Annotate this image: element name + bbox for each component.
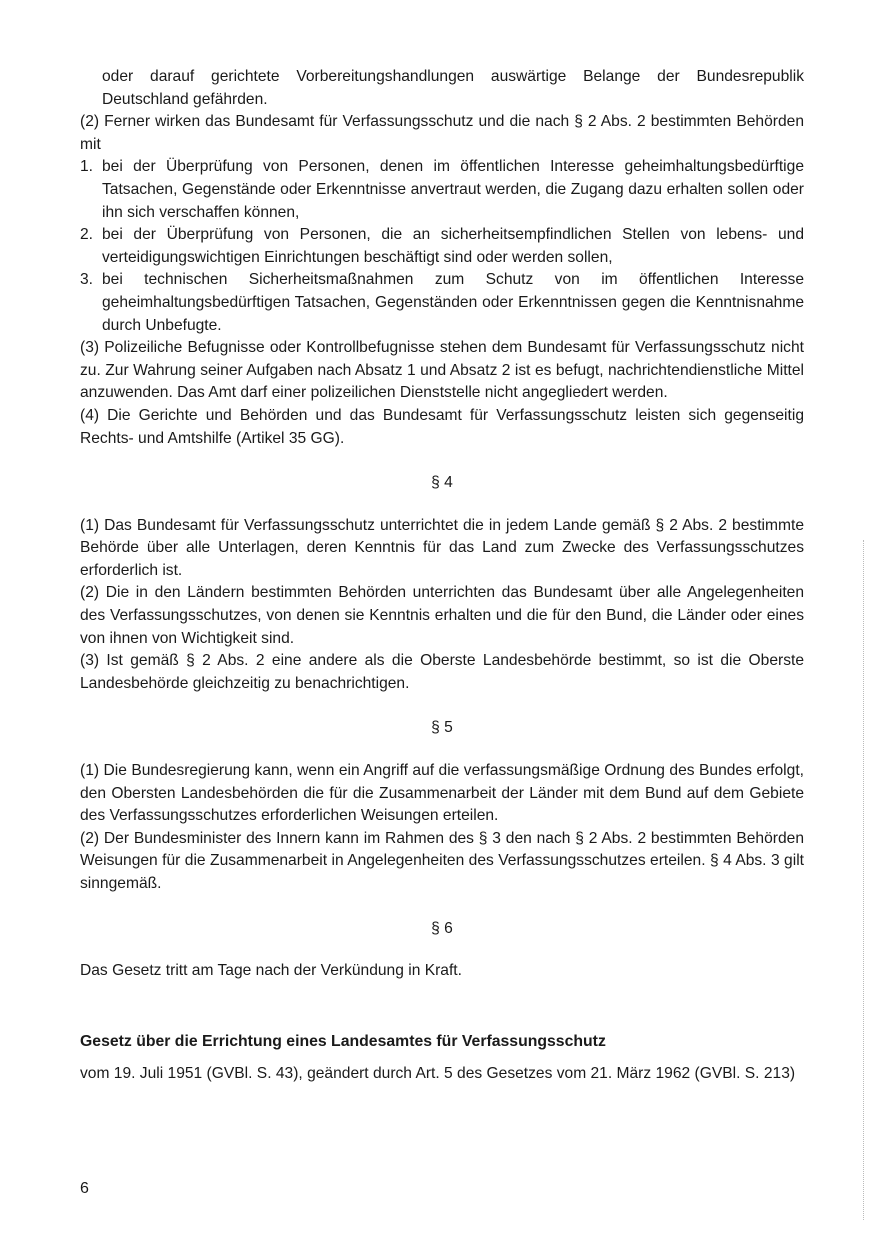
list-item-text: bei der Überprüfung von Personen, denen im öffentlichen Interesse geheimhaltungsbedürftige Tatsachen, Gegenstände oder Erkenntnisse anvertraut werden, die Zugang dazu erhalten sollen oder ihn sich verschaffen können, (102, 158, 804, 221)
section4-heading: § 4 (431, 474, 453, 492)
section4-paragraph1: (1) Das Bundesamt für Verfassungsschutz unterrichtet die in jedem Lande gemäß § 2 Abs. 2 bestimmte Behörde über alle Unterlagen, deren Kenntnis für das Land zum Zwecke des Verfassungsschutzes erforderlich ist. (80, 516, 804, 579)
section4-paragraph2: (2) Die in den Ländern bestimmten Behörden unterrichten das Bundesamt über alle Angelegenheiten des Verfassungsschutzes, von denen sie Kenntnis erhalten und die für den Bund, die Länder oder eines von ihnen von Wichtigkeit sind. (80, 584, 804, 647)
list-item-text: bei der Überprüfung von Personen, die an sicherheitsempfindlichen Stellen von lebens- und verteidigungswichtigen Einrichtungen beschäftigt sind oder werden sollen, (102, 226, 804, 266)
section5-heading: § 5 (431, 719, 453, 737)
section6-heading: § 6 (431, 919, 453, 937)
intro-continuation: oder darauf gerichtete Vorbereitungshandlungen auswärtige Belange der Bundesrepublik Deutschland gefährden. (102, 68, 804, 108)
list-item-number: 2. (80, 226, 94, 244)
list-item-number: 1. (80, 158, 94, 176)
law-subtitle: vom 19. Juli 1951 (GVBl. S. 43), geändert durch Art. 5 des Gesetzes vom 21. März 1962 (GVBl. S. 213) (80, 1065, 796, 1083)
law-title: Gesetz über die Errichtung eines Landesamtes für Verfassungsschutz (80, 1032, 606, 1050)
section3-paragraph2-intro: (2) Ferner wirken das Bundesamt für Verfassungsschutz und die nach § 2 Abs. 2 bestimmten Behörden mit (80, 113, 804, 153)
section3-paragraph4: (4) Die Gerichte und Behörden und das Bundesamt für Verfassungsschutz leisten sich gegenseitig Rechts- und Amtshilfe (Artikel 35 GG). (80, 406, 804, 447)
section6-paragraph1: Das Gesetz tritt am Tage nach der Verkündung in Kraft. (80, 962, 462, 980)
scan-edge-mark (862, 540, 864, 1220)
page-number: 6 (80, 1180, 89, 1197)
section5-paragraph1: (1) Die Bundesregierung kann, wenn ein Angriff auf die verfassungsmäßige Ordnung des Bundes erfolgt, den Obersten Landesbehörden die für die Zusammenarbeit der Länder mit dem Bund auf dem Gebiete des Verfassungsschutzes erforderlichen Weisungen erteilen. (80, 762, 804, 825)
section5-paragraph2: (2) Der Bundesminister des Innern kann im Rahmen des § 3 den nach § 2 Abs. 2 bestimmten Behörden Weisungen für die Zusammenarbeit in Angelegenheiten des Verfassungsschutzes erteilen. § 4 Abs. 3 gilt sinngemäß. (80, 829, 804, 892)
list-item (80, 156, 804, 224)
list-item (80, 269, 804, 337)
document-page (80, 66, 804, 1086)
list-item-number: 3. (80, 271, 94, 289)
section3-list (80, 156, 804, 337)
list-item (80, 224, 804, 269)
list-item-text: bei technischen Sicherheitsmaßnahmen zum Schutz von im öffentlichen Interesse geheimhaltungsbedürftigen Tatsachen, Gegenständen oder Erkenntnissen gegen die Kenntnisnahme durch Unbefugte. (102, 271, 804, 334)
section4-paragraph3: (3) Ist gemäß § 2 Abs. 2 eine andere als die Oberste Landesbehörde bestimmt, so ist die Oberste Landesbehörde gleichzeitig zu benachrichtigen. (80, 652, 804, 692)
section3-paragraph3: (3) Polizeiliche Befugnisse oder Kontrollbefugnisse stehen dem Bundesamt für Verfassungsschutz nicht zu. Zur Wahrung seiner Aufgaben nach Absatz 1 und Absatz 2 ist es befugt, nachrichtendienstliche Mittel anzuwenden. Das Amt darf einer polizeilichen Dienststelle nicht angegliedert werden. (80, 339, 804, 402)
